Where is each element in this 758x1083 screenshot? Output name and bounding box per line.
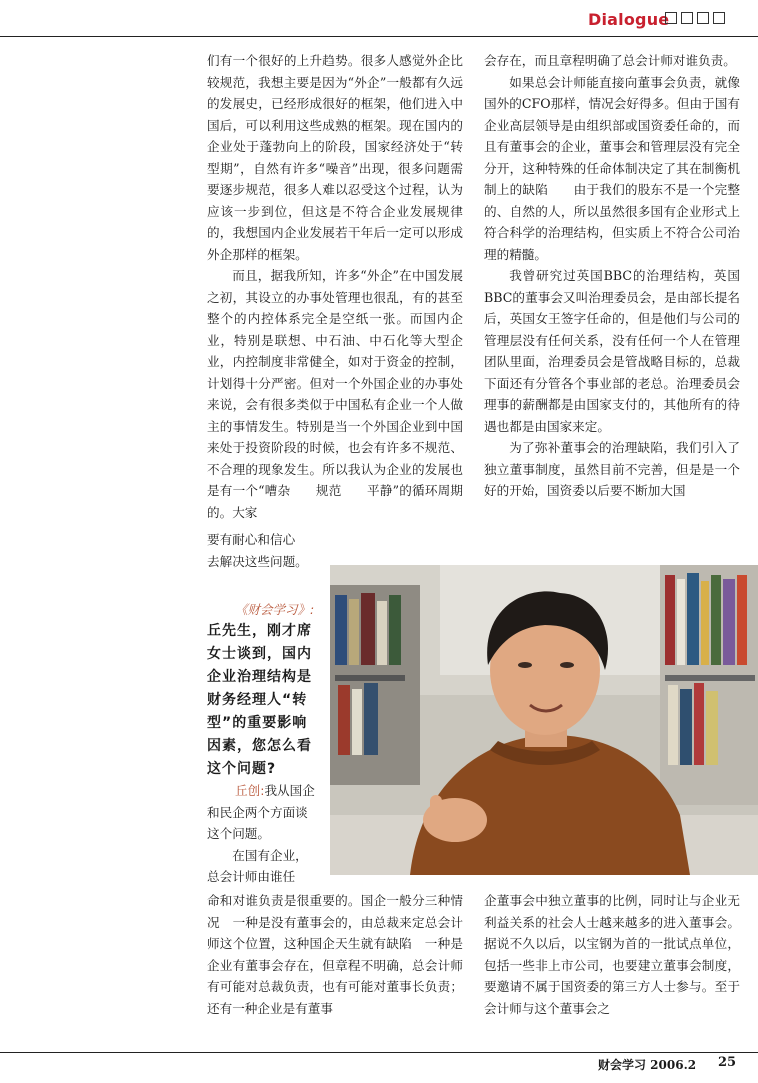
publication-issue: 财会学习 2006.2 <box>598 1058 697 1072</box>
article-column-left-narrow <box>207 529 319 572</box>
header-rule <box>0 36 758 37</box>
paragraph: 去解决这些问题。 <box>207 553 308 569</box>
section-title: Dialogue <box>588 10 670 29</box>
interview-answer <box>207 780 319 888</box>
paragraph: 命和对谁负责是很重要的。国企一般分三种情况 一种是没有董事会的，由总裁来定总会计师这个位置，这种国企天生就有缺陷 一种是企业有董事会存在，但章程不明确，总会计师有可能对总裁负责，也有可能对董事长负责；还有一种企业是有董事 <box>207 893 463 1016</box>
paragraph: 要有耐心和信心 <box>207 532 296 547</box>
footer-rule <box>0 1052 758 1053</box>
paragraph: 为了弥补董事会的治理缺陷，我们引入了独立董事制度，虽然目前不完善，但是是一个好的开始，国资委以后要不断加大国 <box>484 440 740 498</box>
article-column-left-top <box>207 50 463 523</box>
header-box-icon <box>665 12 677 24</box>
paragraph: 如果总会计师能直接向董事会负责，就像国外的CFO那样，情况会好得多。但由于国有企业高层领导是由组织部或国资委任命的，而且有董事会的企业，董事会和管理层没有完全分开，这种特殊的任命体制决定了其在制衡机制上的缺陷 由于我们的股东不是一个完整的、自然的人，所以虽然很多国有企业形式上符合科学的治理结构，但实质上不符合公司治理的精髓。 <box>484 74 740 262</box>
paragraph: 会存在，而且章程明确了总会计师对谁负责。 <box>484 53 736 68</box>
answer-text: 在国有企业，总会计师由谁任 <box>207 847 308 884</box>
article-column-right-top <box>484 50 740 502</box>
header-box-icon <box>697 12 709 24</box>
paragraph: 企董事会中独立董事的比例，同时让与企业无利益关系的社会人士越来越多的进入董事会。据说不久以后，以宝钢为首的一批试点单位，包括一些非上市公司，也要建立董事会制度，要邀请不属于国资委的第三方人士参与。至于会计师与这个董事会之 <box>484 893 740 1016</box>
article-column-left-bottom <box>207 890 463 1019</box>
article-column-right-bottom <box>484 890 740 1019</box>
interview-question <box>207 600 317 781</box>
interviewee-photo <box>330 565 758 875</box>
question-speaker: 《财会学习》: <box>235 602 315 617</box>
portrait-illustration <box>330 565 758 875</box>
paragraph: 而且，据我所知，许多“外企”在中国发展之初，其设立的办事处管理也很乱，有的甚至整个的内控体系完全是空纸一张。而国内企业，特别是联想、中石油、中石化等大型企业，内控制度非常健全，如对于资金的控制，计划得十分严密。但对一个外国企业的办事处来说，会有很多类似于中国私有企业一个人做主的事情发生。特别是当一个外国企业到中国来处于投资阶段的时候，也会有许多不规范、不合理的现象发生。所以我认为企业的发展也是有一个“嘈杂 规范 平静”的循环周期的。大家 <box>207 268 463 520</box>
header-box-icon <box>681 12 693 24</box>
header-box-icon <box>713 12 725 24</box>
header-boxes <box>665 12 725 24</box>
paragraph: 我曾研究过英国BBC的治理结构，英国BBC的董事会又叫治理委员会，是由部长提名后，英国女王签字任命的，但是他们与公司的管理层没有任何关系，没有任何一个人在管理团队里面，治理委员会是管战略目标的，总裁下面还有分管各个事业部的老总。治理委员会理事的薪酬都是由国家支付的，其他所有的待遇也都是由国家来定。 <box>484 268 740 434</box>
paragraph: 们有一个很好的上升趋势。很多人感觉外企比较规范，我想主要是因为“外企”一般都有久远的发展史，已经形成很好的框架，他们进入中国后，可以利用这些成熟的框架。现在国内的企业处于蓬勃向上的阶段，国家经济处于“转型期”，自然有许多“噪音”出现，很多问题需要逐步规范，很多人难以忍受这个过程，认为应该一步到位，但这是不符合企业发展规律的，我想国内企业发展若干年后一定可以形成外企那样的框架。 <box>207 53 463 262</box>
answer-text: 我从国企和民企两个方面谈这个问题。 <box>207 783 315 841</box>
answer-speaker: 丘创: <box>235 783 265 798</box>
question-text: 丘先生，刚才席女士谈到，国内企业治理结构是财务经理人“转型”的重要影响因素，您怎么看这个问题? <box>207 623 312 777</box>
page-number: 25 <box>718 1055 737 1070</box>
